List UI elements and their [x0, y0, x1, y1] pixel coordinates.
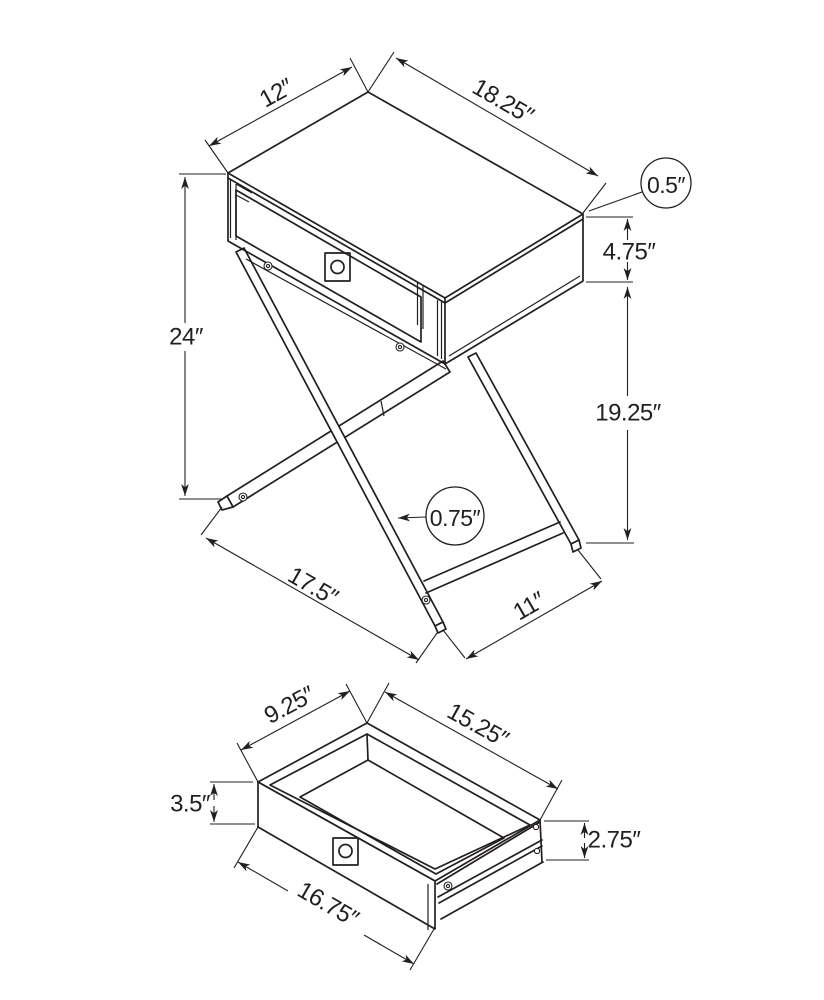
screw-icon: [266, 264, 269, 267]
screw-icon: [534, 848, 539, 853]
screw-icon: [424, 598, 427, 601]
dim-label-foot-span-side: 11″: [508, 586, 550, 627]
dim-label-drawer-side-height: 2.75″: [587, 826, 641, 854]
drawer-handle: [325, 253, 350, 281]
dim-drawer-side-height: [544, 821, 641, 860]
dim-label-drawer-front-height: 3.5″: [170, 790, 210, 818]
dim-label-foot-span-front: 17.5″: [283, 561, 343, 612]
screw-icon: [241, 495, 244, 498]
dim-drawer-front-height: [170, 782, 255, 824]
figure-drawer: [170, 681, 641, 970]
screw-icon: [446, 884, 449, 887]
dim-label-top-width: 18.25″: [467, 73, 538, 130]
callout-leg-thickness: [398, 487, 484, 545]
dim-overall-height: [169, 174, 226, 499]
dim-label-drawer-inner-width: 15.25″: [442, 697, 513, 754]
dim-label-drawer-inner-depth: 9.25″: [259, 681, 320, 730]
dim-label-top-depth: 12″: [255, 73, 298, 114]
drawer-handle-ring: [331, 261, 344, 274]
dim-label-apron-height: 4.75″: [602, 238, 656, 266]
dim-foot-span-front: [201, 507, 437, 663]
drawer-inner-back-corner: [367, 734, 368, 760]
callout-label-top-thickness: 0.5″: [646, 172, 686, 198]
figure-table: [169, 52, 691, 663]
dim-label-leg-height: 19.25″: [595, 399, 661, 427]
screw-icon: [398, 345, 401, 348]
table-leg-bar-c: [468, 353, 579, 544]
dim-apron-height: [586, 217, 656, 282]
dim-label-drawer-outer-width: 16.75″: [292, 876, 363, 933]
callout-label-leg-thickness: 0.75″: [429, 505, 481, 531]
dim-foot-span-side: [443, 550, 602, 659]
dim-label-overall-height: 24″: [169, 323, 203, 351]
table-top-face: [228, 92, 583, 298]
dim-leg-height: [586, 287, 662, 543]
screw-icon: [533, 824, 538, 829]
